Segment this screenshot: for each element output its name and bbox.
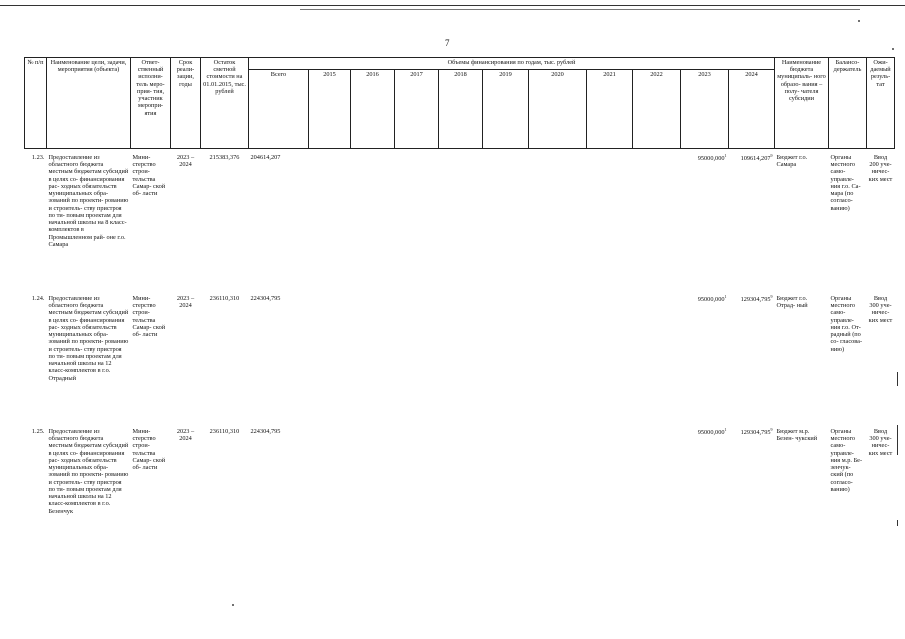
header-total: Всего xyxy=(249,70,309,149)
header-row-1 xyxy=(25,58,895,70)
row-result: Ввод 300 уче- ничес- ких мест xyxy=(868,428,893,457)
scan-edge-mark xyxy=(897,372,898,386)
row-term: 2023 – 2024 xyxy=(176,428,195,443)
row-total: 224304,795 xyxy=(250,295,281,302)
header-year: 2024 xyxy=(729,70,775,149)
row-2023: 95000,000$^1$ xyxy=(697,294,727,304)
scan-speck xyxy=(232,604,234,606)
header-year: 2020 xyxy=(529,70,587,149)
row-2024: 129304,795$^9$ xyxy=(740,294,773,304)
header-year: 2015 xyxy=(309,70,351,149)
row-budget: Бюджет м.р. Безен- чукский xyxy=(776,428,818,443)
row-holder: Органы местного само- управле- ния г.о. От- радный (по со- гласова- нию) xyxy=(830,295,863,353)
header-name: Наименование цели, задачи, мероприятия (объекта) xyxy=(47,58,131,149)
row-responsible: Мини- стерство строи- тельства Самар- ской об- ласти xyxy=(132,154,166,198)
row-term: 2023 – 2024 xyxy=(176,295,195,310)
row-responsible: Мини- стерство строи- тельства Самар- ской об- ласти xyxy=(132,295,166,339)
page-number: 7 xyxy=(445,38,450,48)
row-name: Предоставление из областного бюджета местным бюджетам субсидий в целях со- финансирования рас- ходных обязательств муниципальных обра- зований по проекти- рованию и строитель- ству пристроя по ти- повым проектам для начальной школы на 12 класс-комплектов в г.о. Безенчук xyxy=(48,428,129,515)
header-year: 2021 xyxy=(587,70,633,149)
row-name: Предоставление из областного бюджета местным бюджетам субсидий в целях со- финансирования рас- ходных обязательств муниципальных обра- зований по проекти- рованию и строитель- ству пристроя по ти- повым проектам для начальной школы на 8 класс-комплектов в Промышленном рай- оне г.о. Самара xyxy=(48,154,129,248)
row-num: 1.23. xyxy=(31,154,45,161)
header-year: 2017 xyxy=(395,70,439,149)
header-result: Ожи- даемый резуль- тат xyxy=(867,58,895,149)
header-funding-group: Объемы финансирования по годам, тыс. рублей xyxy=(249,58,775,70)
row-holder: Органы местного само- управле- ния м.р. Бе- зенчук- ский (по согласо- ванию) xyxy=(830,428,863,493)
row-2024: 109614,207$^9$ xyxy=(740,153,773,163)
top-rule xyxy=(0,5,905,6)
header-holder: Балансо- держатель xyxy=(829,58,867,149)
row-num: 1.24. xyxy=(31,295,45,302)
header-year: 2022 xyxy=(633,70,681,149)
top-rule-secondary xyxy=(300,9,860,10)
row-remainder: 236110,310 xyxy=(209,428,240,435)
row-2023: 95000,000$^1$ xyxy=(697,427,727,437)
row-2024: 129304,795$^9$ xyxy=(740,427,773,437)
scan-speck xyxy=(892,48,894,50)
funding-table xyxy=(24,57,895,557)
header-num: № п/п xyxy=(25,58,47,149)
row-budget: Бюджет г.о. Отрад- ный xyxy=(776,295,808,310)
row-total: 204614,207 xyxy=(250,154,281,161)
scan-speck xyxy=(858,20,860,22)
row-remainder: 215383,376 xyxy=(209,154,240,161)
row-2023: 95000,000$^1$ xyxy=(697,153,727,163)
row-num: 1.25. xyxy=(31,428,45,435)
header-year: 2018 xyxy=(439,70,483,149)
row-result: Ввод 300 уче- ничес- ких мест xyxy=(868,295,893,324)
row-remainder: 236110,310 xyxy=(209,295,240,302)
table-row xyxy=(25,427,895,557)
row-budget: Бюджет г.о. Самара xyxy=(776,154,808,169)
row-term: 2023 – 2024 xyxy=(176,154,195,169)
header-budget: Наименование бюджета муниципаль- ного образо- вания – полу- чателя субсидии xyxy=(775,58,829,149)
row-result: Ввод 200 уче- ничес- ких мест xyxy=(868,154,893,183)
scan-edge-mark xyxy=(897,520,898,526)
table-row xyxy=(25,153,895,294)
header-term: Срок реали- зации, годы xyxy=(171,58,201,149)
header-year: 2019 xyxy=(483,70,529,149)
header-responsible: Ответ- ственный исполни- тель мероприя- тия, участник меропри- ятия xyxy=(131,58,171,149)
header-year: 2016 xyxy=(351,70,395,149)
row-name: Предоставление из областного бюджета местным бюджетам субсидий в целях со- финансирования рас- ходных обязательств муниципальных обра- зований по проекти- рованию и строитель- ству пристроя по ти- повым проектам для начальной школы на 12 класс-комплектов в г.о. Отрадный xyxy=(48,295,129,382)
row-responsible: Мини- стерство строи- тельства Самар- ской об- ласти xyxy=(132,428,166,472)
scan-edge-mark xyxy=(897,425,898,455)
header-remainder: Остаток сметной стоимости на 01.01.2015, тыс. рублей xyxy=(201,58,249,149)
row-total: 224304,795 xyxy=(250,428,281,435)
row-holder: Органы местного само- управле- ния г.о. Са- мара (по согласо- ванию) xyxy=(830,154,861,212)
table-row xyxy=(25,294,895,427)
header-year: 2023 xyxy=(681,70,729,149)
